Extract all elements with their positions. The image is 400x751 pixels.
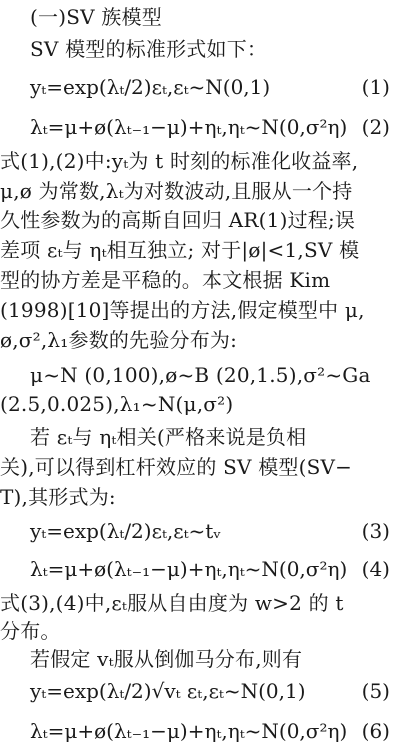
paragraph-line: T),其形式为: xyxy=(0,484,116,509)
equation-5-number: (5) xyxy=(361,678,390,703)
equation-2-number: (2) xyxy=(361,115,390,140)
section-heading: (一)SV 族模型 xyxy=(30,4,162,29)
equation-6-body: λₜ=μ+ø(λₜ₋₁−μ)+ηₜ,ηₜ~N(0,σ²η) xyxy=(30,718,348,743)
equation-6-number: (6) xyxy=(361,718,390,743)
equation-2-body: λₜ=μ+ø(λₜ₋₁−μ)+ηₜ,ηₜ~N(0,σ²η) xyxy=(30,115,348,140)
paragraph-line: 型的协方差是平稳的。本文根据 Kim xyxy=(0,268,331,293)
equation-2 xyxy=(30,112,390,142)
equation-6 xyxy=(30,716,390,746)
paragraph-line: 式(1),(2)中:yₜ为 t 时刻的标准化收益率, xyxy=(0,148,359,173)
paragraph-line: 关),可以得到杠杆效应的 SV 模型(SV− xyxy=(0,454,353,479)
paragraph-line: 差项 εₜ与 ηₜ相互独立; 对于|ø|<1,SV 模 xyxy=(0,238,360,263)
equation-4-number: (4) xyxy=(361,556,390,581)
equation-4 xyxy=(30,554,390,584)
equation-3-number: (3) xyxy=(361,519,390,544)
prior-line: μ~N (0,100),ø~B (20,1.5),σ²~Ga xyxy=(30,362,371,387)
equation-1 xyxy=(30,72,390,102)
paragraph-line: μ,ø 为常数,λₜ为对数波动,且服从一个持 xyxy=(0,178,353,203)
paragraph-line: ø,σ²,λ₁参数的先验分布为: xyxy=(0,328,238,353)
equation-4-body: λₜ=μ+ø(λₜ₋₁−μ)+ηₜ,ηₜ~N(0,σ²η) xyxy=(30,556,348,581)
equation-1-number: (1) xyxy=(361,75,390,100)
paragraph-line: (1998)[10]等提出的方法,假定模型中 μ, xyxy=(0,298,365,323)
equation-3-body: yₜ=exp(λₜ/2)εₜ,εₜ~tᵥ xyxy=(30,519,221,544)
paragraph-line: 若 εₜ与 ηₜ相关(严格来说是负相 xyxy=(30,425,307,450)
prior-line: (2.5,0.025),λ₁~N(μ,σ²) xyxy=(0,392,234,417)
equation-5-body: yₜ=exp(λₜ/2)√vₜ εₜ,εₜ~N(0,1) xyxy=(30,678,306,703)
paragraph-line: 若假定 vₜ服从倒伽马分布,则有 xyxy=(30,647,303,672)
intro-text: SV 模型的标准形式如下： xyxy=(30,37,268,62)
equation-1-body: yₜ=exp(λₜ/2)εₜ,εₜ~N(0,1) xyxy=(30,75,271,100)
paragraph-line: 分布。 xyxy=(0,618,61,643)
equation-3 xyxy=(30,516,390,546)
paragraph-line: 式(3),(4)中,εₜ服从自由度为 w>2 的 t xyxy=(0,590,344,615)
equation-5 xyxy=(30,676,390,706)
paragraph-line: 久性参数为的高斯自回归 AR(1)过程;误 xyxy=(0,208,356,233)
